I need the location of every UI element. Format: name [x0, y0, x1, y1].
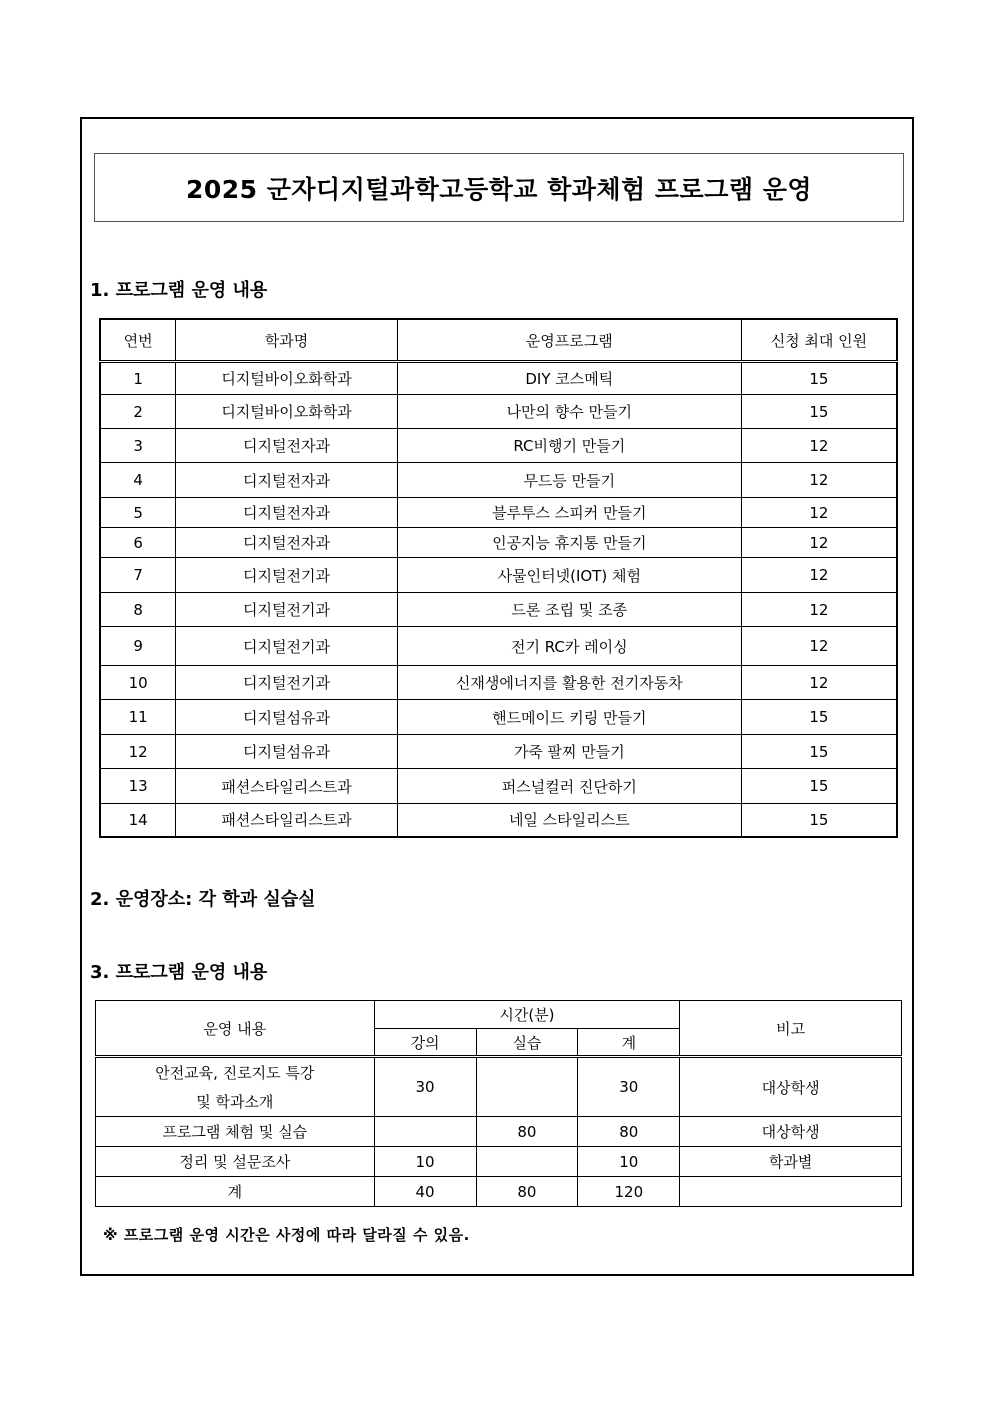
row-program: 사물인터넷(IOT) 체험	[397, 558, 741, 593]
table-row	[100, 362, 897, 395]
row-no: 3	[100, 429, 176, 463]
footnote: ※ 프로그램 운영 시간은 사정에 따라 달라질 수 있음.	[103, 1226, 470, 1244]
row-content: 프로그램 체험 및 실습	[96, 1117, 375, 1147]
row-program: 무드등 만들기	[397, 463, 741, 498]
row-no: 12	[100, 735, 176, 769]
table-row	[100, 395, 897, 429]
row-no: 6	[100, 528, 176, 558]
row-program: 가죽 팔찌 만들기	[397, 735, 741, 769]
row-max: 15	[741, 362, 897, 395]
row-lecture: 40	[374, 1177, 476, 1207]
title-box	[94, 153, 904, 222]
table-row	[100, 498, 897, 528]
row-practice	[476, 1057, 578, 1117]
row-program: 전기 RC카 레이싱	[397, 627, 741, 666]
row-max: 12	[741, 627, 897, 666]
row-no: 11	[100, 700, 176, 735]
row-practice: 80	[476, 1177, 578, 1207]
row-dept: 디지털전기과	[176, 627, 397, 666]
row-dept: 디지털전자과	[176, 429, 397, 463]
schedule-table	[95, 1000, 902, 1207]
row-total: 120	[578, 1177, 680, 1207]
table-header-row	[100, 319, 897, 362]
row-program: 드론 조립 및 조종	[397, 593, 741, 627]
header-lecture: 강의	[374, 1029, 476, 1057]
row-program: 퍼스널컬러 진단하기	[397, 769, 741, 804]
row-max: 15	[741, 769, 897, 804]
row-no: 10	[100, 666, 176, 700]
col-program: 운영프로그램	[397, 319, 741, 362]
table-row	[100, 528, 897, 558]
row-max: 15	[741, 735, 897, 769]
row-content: 계	[96, 1177, 375, 1207]
row-dept: 디지털바이오화학과	[176, 362, 397, 395]
row-program: 신재생에너지를 활용한 전기자동차	[397, 666, 741, 700]
row-content-line1: 안전교육, 진로지도 특강	[155, 1064, 315, 1082]
row-remark: 대상학생	[680, 1117, 902, 1147]
row-program: 인공지능 휴지통 만들기	[397, 528, 741, 558]
row-content: 정리 및 설문조사	[96, 1147, 375, 1177]
row-total: 30	[578, 1057, 680, 1117]
row-program: RC비행기 만들기	[397, 429, 741, 463]
header-time: 시간(분)	[374, 1001, 680, 1029]
row-dept: 디지털전기과	[176, 558, 397, 593]
row-dept: 디지털전기과	[176, 666, 397, 700]
row-remark: 학과별	[680, 1147, 902, 1177]
row-no: 8	[100, 593, 176, 627]
table-row	[100, 429, 897, 463]
col-dept: 학과명	[176, 319, 397, 362]
row-dept: 디지털바이오화학과	[176, 395, 397, 429]
col-no: 연번	[100, 319, 176, 362]
table-row	[100, 558, 897, 593]
header-total: 계	[578, 1029, 680, 1057]
table-row	[100, 666, 897, 700]
row-lecture: 10	[374, 1147, 476, 1177]
row-dept: 디지털전자과	[176, 463, 397, 498]
row-dept: 디지털섬유과	[176, 735, 397, 769]
row-dept: 패션스타일리스트과	[176, 804, 397, 837]
row-max: 12	[741, 463, 897, 498]
program-table	[99, 318, 898, 838]
row-no: 1	[100, 362, 176, 395]
row-max: 15	[741, 395, 897, 429]
table-row	[100, 735, 897, 769]
section2-heading: 2. 운영장소: 각 학과 실습실	[90, 889, 316, 910]
table-row	[100, 593, 897, 627]
row-program: 네일 스타일리스트	[397, 804, 741, 837]
row-max: 12	[741, 498, 897, 528]
schedule-row	[96, 1147, 902, 1177]
row-dept: 디지털전기과	[176, 593, 397, 627]
row-max: 12	[741, 593, 897, 627]
row-total: 10	[578, 1147, 680, 1177]
row-dept: 디지털전자과	[176, 498, 397, 528]
row-max: 15	[741, 804, 897, 837]
row-no: 5	[100, 498, 176, 528]
header-content: 운영 내용	[96, 1001, 375, 1057]
row-program: 나만의 향수 만들기	[397, 395, 741, 429]
row-max: 12	[741, 666, 897, 700]
row-practice: 80	[476, 1117, 578, 1147]
row-remark: 대상학생	[680, 1057, 902, 1117]
row-dept: 디지털섬유과	[176, 700, 397, 735]
row-max: 12	[741, 429, 897, 463]
section1-heading: 1. 프로그램 운영 내용	[90, 280, 268, 301]
schedule-total-row	[96, 1177, 902, 1207]
row-no: 7	[100, 558, 176, 593]
row-program: DIY 코스메틱	[397, 362, 741, 395]
header-remark: 비고	[680, 1001, 902, 1057]
document-title: 2025 군자디지털과학고등학교 학과체험 프로그램 운영	[185, 174, 813, 204]
schedule-header-row	[96, 1001, 902, 1029]
row-max: 12	[741, 528, 897, 558]
row-no: 14	[100, 804, 176, 837]
row-dept: 패션스타일리스트과	[176, 769, 397, 804]
row-content-line2: 및 학과소개	[196, 1093, 274, 1111]
row-content	[96, 1057, 375, 1117]
table-row	[100, 700, 897, 735]
section3-heading: 3. 프로그램 운영 내용	[90, 962, 268, 983]
col-max: 신청 최대 인원	[741, 319, 897, 362]
row-max: 15	[741, 700, 897, 735]
table-row	[100, 769, 897, 804]
row-no: 4	[100, 463, 176, 498]
row-max: 12	[741, 558, 897, 593]
schedule-row	[96, 1057, 902, 1117]
schedule-row	[96, 1117, 902, 1147]
row-total: 80	[578, 1117, 680, 1147]
row-lecture	[374, 1117, 476, 1147]
table-row	[100, 627, 897, 666]
header-practice: 실습	[476, 1029, 578, 1057]
row-lecture: 30	[374, 1057, 476, 1117]
row-program: 핸드메이드 키링 만들기	[397, 700, 741, 735]
row-no: 9	[100, 627, 176, 666]
table-row	[100, 463, 897, 498]
row-no: 2	[100, 395, 176, 429]
table-row	[100, 804, 897, 837]
row-program: 블루투스 스피커 만들기	[397, 498, 741, 528]
row-no: 13	[100, 769, 176, 804]
row-dept: 디지털전자과	[176, 528, 397, 558]
row-remark	[680, 1177, 902, 1207]
row-practice	[476, 1147, 578, 1177]
